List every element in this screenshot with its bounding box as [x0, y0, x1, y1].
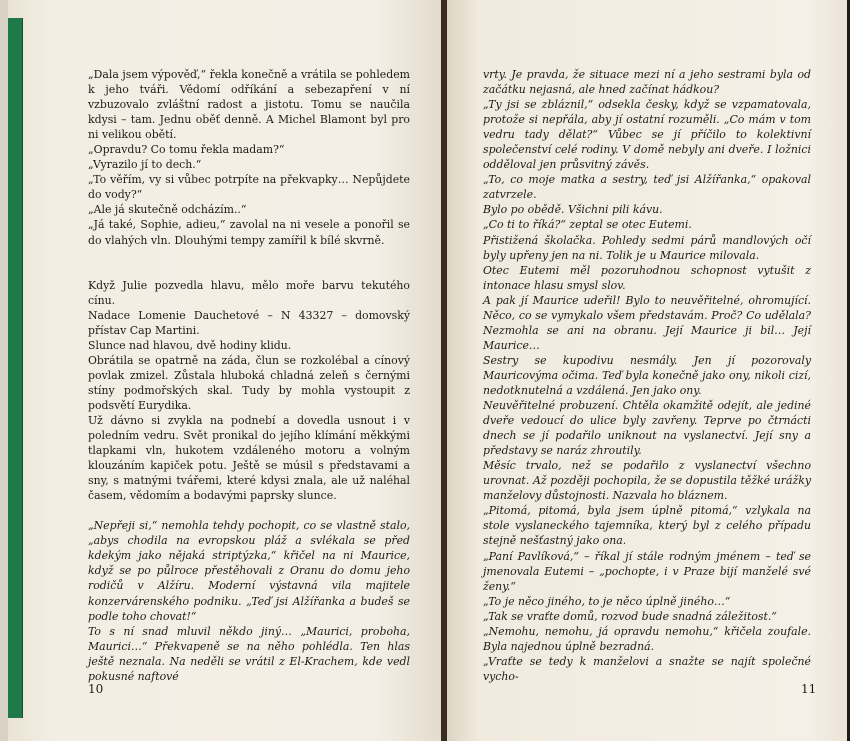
- paragraph: Otec Eutemi měl pozoruhodnou schopnost vytušit z intonace hlasu smysl slov.: [483, 263, 811, 292]
- paragraph: Když Julie pozvedla hlavu, mělo moře barvu tekutého cínu.: [88, 278, 410, 307]
- paragraph: „Paní Pavlíková,“ – říkal jí stále rodným jménem – teď se jmenovala Eutemi – „pochopte, i v Praze bijí manželé své ženy.“: [483, 549, 811, 593]
- paragraph: „Ale já skutečně odcházím..“: [88, 203, 247, 217]
- paragraph: Nadace Lomenie Dauchetové – N 43327 – domovský přístav Cap Martini.: [88, 308, 410, 337]
- paragraph: Sestry se kupodivu nesmály. Jen jí pozorovaly Mauricovýma očima. Teď byla konečně jako ony, nikoli cizí, nedotknutelná a vzdálená. Jen jako ony.: [483, 353, 811, 397]
- paragraph: „Vyrazilo jí to dech.“: [88, 158, 202, 172]
- paragraph: „Vraťte se tedy k manželovi a snažte se najít společné vycho-: [483, 654, 811, 683]
- page-number: 11: [801, 682, 817, 696]
- paragraph: Slunce nad hlavou, dvě hodiny klidu.: [88, 338, 292, 352]
- paragraph: Bylo po obědě. Všichni pili kávu.: [483, 203, 663, 217]
- green-cover-strip: [8, 18, 23, 718]
- paragraph: „Pitomá, pitomá, byla jsem úplně pitomá,“ vzlykala na stole vyslaneckého tajemníka, který byl z celého případu stejně nešťastný jako ona.: [483, 504, 811, 548]
- paragraph: vrty. Je pravda, že situace mezi ní a jeho sestrami byla od začátku nejasná, ale hned začínat hádkou?: [483, 68, 811, 97]
- cover-edge: [0, 0, 8, 741]
- paragraph: „Nemohu, nemohu, já opravdu nemohu,“ křičela zoufale. Byla najednou úplně bezradná.: [483, 624, 811, 653]
- paragraph: Obrátila se opatrně na záda, člun se rozkolébal a cínový povlak zmizel. Zůstala hluboká chladná zeleň s černými stíny podmořských skal. Tudy by mohla vystoupit z podsvětí Eurydika.: [88, 353, 410, 412]
- paragraph: „To, co moje matka a sestry, teď jsi Alžířanka,“ opakoval zatvrzele.: [483, 173, 811, 202]
- paragraph: Přistižená školačka. Pohledy sedmi párů mandlových očí byly upřeny jen na ni. Tolik je u Maurice milovala.: [483, 233, 811, 262]
- paragraph: „Ty jsi se zbláznil,“ odsekla česky, když se vzpamatovala, protože si nepřála, aby jí ostatní rozuměli. „Co mám v tom vedru tady dělat?“ Vůbec se jí příčilo to kolektivní společenství celé rodiny. V domě nebyly ani dveře. I ložnici odděloval jen průsvitný závěs.: [483, 98, 811, 172]
- paragraph: „Tak se vraťte domů, rozvod bude snadná záležitost.“: [483, 609, 777, 623]
- paragraph: „Opravdu? Co tomu řekla madam?“: [88, 143, 285, 157]
- right-page: [447, 0, 847, 741]
- paragraph: „Nepřeji si,“ nemohla tehdy pochopit, co se vlastně stalo, „abys chodila na evropskou pláž a svlékala se před kdekým jako nějaká striptýzka,“ křičel na ni Maurice, když se po půlroce přestěhovali z Oranu do domu jeho rodičů v Alžíru. Moderní výstavná vila majitele konzervárenského podniku. „Teď jsi Alžířanka a budeš se podle toho chovat!“: [88, 519, 410, 623]
- paragraph: „To je něco jiného, to je něco úplně jiného…“: [483, 594, 731, 608]
- paragraph: To s ní snad mluvil někdo jiný… „Maurici, proboha, Maurici…“ Překvapeně se na něho pohlédla. Ten hlas ještě neznala. Na neděli se vrátil z El-Krachem, kde vedl pokusné naftové: [88, 624, 410, 683]
- paragraph: Už dávno si zvykla na podnebí a dovedla usnout i v poledním vedru. Svět pronikal do jejího klímání měkkými tlapkami vln, hukotem vzdáleného motoru a volným klouzáním kapiček potu. Ještě se músil s představami a sny, s matnými tvářemi, které kdysi znala, ale už naléhal časem, vědomím a bodavými paprsky slunce.: [88, 413, 410, 503]
- paragraph: „To věřím, vy si vůbec potrpíte na překvapky… Nepůjdete do vody?“: [88, 173, 410, 202]
- paragraph: „Já také, Sophie, adieu,“ zavolal na ni vesele a ponořil se do vlahých vln. Dlouhými tempy zamířil k bílé skvrně.: [88, 218, 410, 247]
- left-page-text: [88, 67, 410, 684]
- paragraph: Neuvěřitelné probuzení. Chtěla okamžitě odejít, ale jediné dveře vedoucí do ulice byly zavřeny. Teprve po čtrnácti dnech se jí podařilo uniknout na vyslanectví. Její sny a představy se naráz zhroutily.: [483, 399, 811, 458]
- paragraph: A pak jí Maurice udeřil! Bylo to neuvěřitelné, ohromující. Něco, co se vymykalo všem představám. Proč? Co udělala? Nezmohla se ani na obranu. Její Maurice ji bil… Její Maurice…: [483, 293, 811, 352]
- paragraph: Měsíc trvalo, než se podařilo z vyslanectví všechno urovnat. Až později pochopila, že se dopustila těžké urážky manželovy důstojnosti. Nazvala ho bláznem.: [483, 459, 811, 503]
- right-page-text: [483, 67, 811, 684]
- paragraph: „Co ti to říká?“ zeptal se otec Eutemi.: [483, 218, 692, 232]
- paragraph: „Dala jsem výpověď,“ řekla konečně a vrátila se pohledem k jeho tváři. Vědomí odříkání a sebezapření v ní vzbuzovalo zvláštní radost a jistotu. Tomu se naučila kdysi – tam. Jednu oběť denně. A Michel Blamont byl pro ni velikou obětí.: [88, 68, 410, 142]
- page-number: 10: [88, 682, 104, 696]
